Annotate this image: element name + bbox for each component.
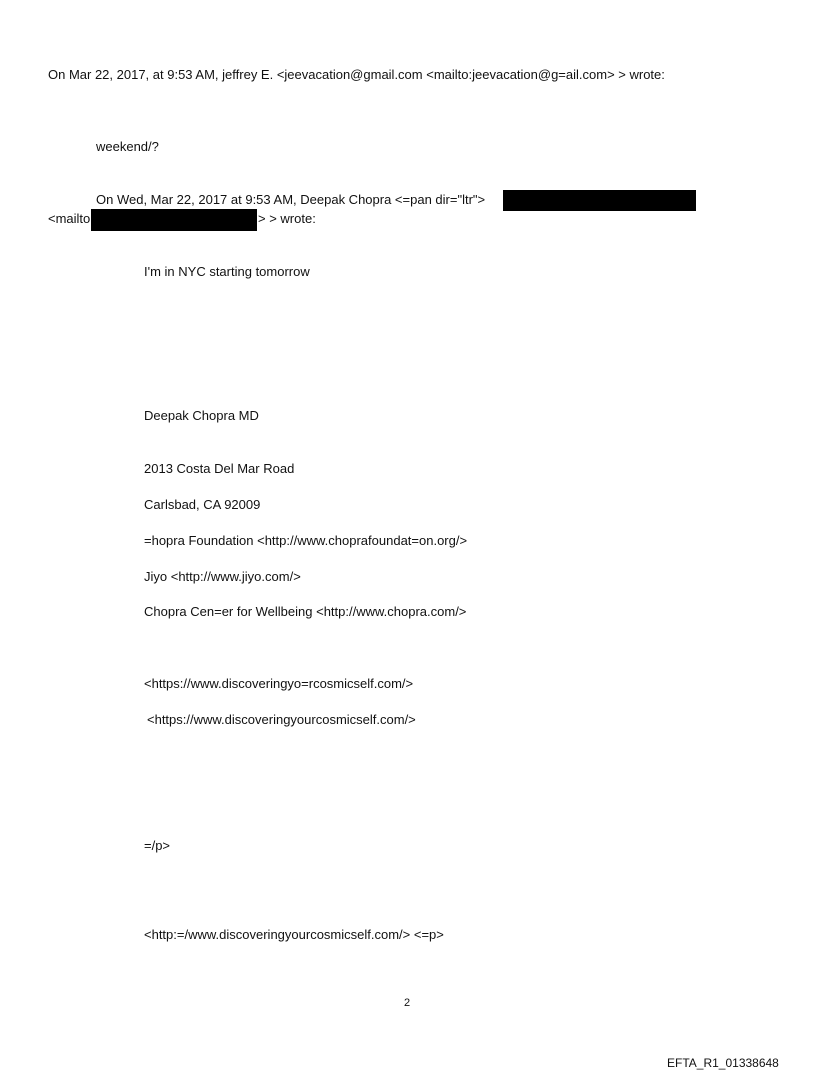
- signature-jiyo-link: Jiyo <http://www.jiyo.com/>: [144, 569, 301, 584]
- signature-address-line1: 2013 Costa Del Mar Road: [144, 461, 295, 476]
- email-header-line: On Mar 22, 2017, at 9:53 AM, jeffrey E. <jeevacation@gmail.com <mailto:jeevacation@g=ail.com> > wrote:: [48, 67, 665, 82]
- document-id: EFTA_R1_01338648: [667, 1056, 779, 1070]
- redaction-box: [503, 190, 696, 211]
- page-number: 2: [404, 997, 411, 1009]
- message-body: I'm in NYC starting tomorrow: [144, 264, 310, 279]
- signature-cosmicself-link: <http:=/www.discoveringyourcosmicself.com/> <=p>: [144, 927, 444, 942]
- signature-address-line2: Carlsbad, CA 92009: [144, 497, 261, 512]
- quoted-header-line1: On Wed, Mar 22, 2017 at 9:53 AM, Deepak Chopra <=pan dir="ltr">: [96, 192, 486, 207]
- reply-text: weekend/?: [96, 139, 159, 154]
- signature-foundation-link: =hopra Foundation <http://www.choprafoundat=on.org/>: [144, 533, 468, 548]
- signature-name: Deepak Chopra MD: [144, 408, 259, 423]
- html-residue: =/p>: [144, 838, 171, 853]
- signature-cosmicself-link: <https://www.discoveringyourcosmicself.com/>: [147, 712, 416, 727]
- signature-center-link: Chopra Cen=er for Wellbeing <http://www.chopra.com/>: [144, 604, 467, 619]
- quoted-header-mailto: <mailto: [48, 211, 91, 226]
- signature-cosmicself-link: <https://www.discoveringyo=rcosmicself.com/>: [144, 676, 414, 691]
- redaction-box: [91, 209, 257, 231]
- quoted-header-wrote: > > wrote:: [258, 211, 316, 226]
